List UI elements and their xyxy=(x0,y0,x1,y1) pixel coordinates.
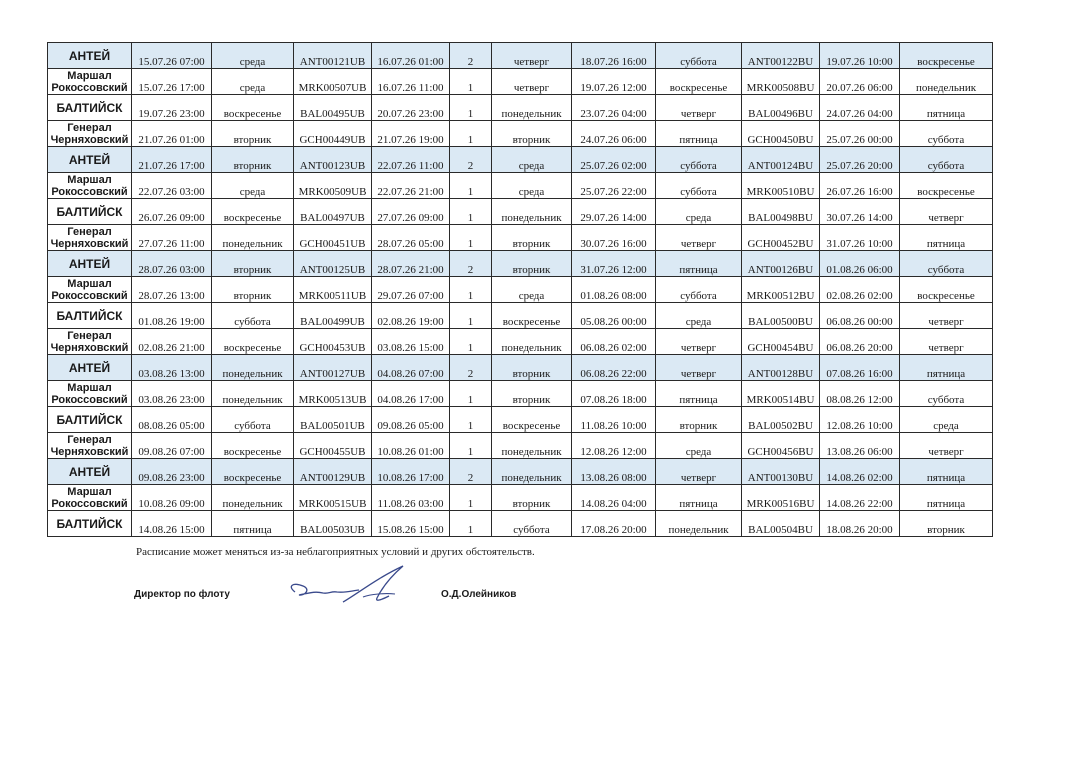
arrival-day-cell: воскресенье xyxy=(492,303,572,329)
arrival-day-cell: вторник xyxy=(492,121,572,147)
voyage-back-cell: MRK00510BU xyxy=(742,173,820,199)
ship-name-cell: Маршал Рокоссовский xyxy=(48,485,132,511)
departure-day-cell: среда xyxy=(212,173,294,199)
return-arrival-day-cell: суббота xyxy=(900,147,993,173)
return-departure-time-cell: 01.08.26 08:00 xyxy=(572,277,656,303)
return-arrival-day-cell: четверг xyxy=(900,199,993,225)
voyage-back-cell: MRK00516BU xyxy=(742,485,820,511)
departure-day-cell: суббота xyxy=(212,407,294,433)
return-departure-day-cell: суббота xyxy=(656,43,742,69)
signatory-name: О.Д.Олейников xyxy=(441,589,517,600)
voyage-out-cell: ANT00129UB xyxy=(294,459,372,485)
departure-time-cell: 21.07.26 17:00 xyxy=(132,147,212,173)
return-arrival-time-cell: 31.07.26 10:00 xyxy=(820,225,900,251)
table-row xyxy=(48,381,993,407)
arrival-time-cell: 09.08.26 05:00 xyxy=(372,407,450,433)
voyage-out-cell: ANT00127UB xyxy=(294,355,372,381)
table-row xyxy=(48,43,993,69)
arrival-time-cell: 16.07.26 01:00 xyxy=(372,43,450,69)
table-row xyxy=(48,329,993,355)
return-departure-time-cell: 25.07.26 22:00 xyxy=(572,173,656,199)
ship-name-cell: АНТЕЙ xyxy=(48,251,132,277)
table-row xyxy=(48,173,993,199)
departure-time-cell: 09.08.26 07:00 xyxy=(132,433,212,459)
voyage-back-cell: MRK00508BU xyxy=(742,69,820,95)
departure-day-cell: воскресенье xyxy=(212,433,294,459)
return-departure-day-cell: пятница xyxy=(656,121,742,147)
departure-time-cell: 02.08.26 21:00 xyxy=(132,329,212,355)
table-row xyxy=(48,459,993,485)
voyage-back-cell: GCH00456BU xyxy=(742,433,820,459)
return-departure-day-cell: воскресенье xyxy=(656,69,742,95)
berth-cell: 1 xyxy=(450,303,492,329)
arrival-day-cell: вторник xyxy=(492,485,572,511)
voyage-out-cell: GCH00449UB xyxy=(294,121,372,147)
return-arrival-time-cell: 25.07.26 00:00 xyxy=(820,121,900,147)
return-departure-time-cell: 13.08.26 08:00 xyxy=(572,459,656,485)
ship-name-cell: БАЛТИЙСК xyxy=(48,303,132,329)
ship-name-cell: Маршал Рокоссовский xyxy=(48,69,132,95)
voyage-out-cell: GCH00451UB xyxy=(294,225,372,251)
return-departure-day-cell: среда xyxy=(656,199,742,225)
return-arrival-day-cell: четверг xyxy=(900,303,993,329)
departure-day-cell: понедельник xyxy=(212,355,294,381)
departure-day-cell: суббота xyxy=(212,303,294,329)
berth-cell: 1 xyxy=(450,433,492,459)
departure-time-cell: 26.07.26 09:00 xyxy=(132,199,212,225)
return-arrival-time-cell: 01.08.26 06:00 xyxy=(820,251,900,277)
schedule-note: Расписание может меняться из-за неблагоприятных условий и других обстоятельств. xyxy=(136,546,535,558)
table-row xyxy=(48,407,993,433)
departure-day-cell: понедельник xyxy=(212,485,294,511)
voyage-out-cell: MRK00515UB xyxy=(294,485,372,511)
return-arrival-day-cell: пятница xyxy=(900,485,993,511)
departure-time-cell: 15.07.26 07:00 xyxy=(132,43,212,69)
departure-time-cell: 15.07.26 17:00 xyxy=(132,69,212,95)
voyage-out-cell: BAL00503UB xyxy=(294,511,372,537)
return-departure-day-cell: суббота xyxy=(656,147,742,173)
departure-time-cell: 28.07.26 03:00 xyxy=(132,251,212,277)
berth-cell: 1 xyxy=(450,511,492,537)
return-arrival-day-cell: вторник xyxy=(900,511,993,537)
voyage-out-cell: GCH00455UB xyxy=(294,433,372,459)
return-departure-day-cell: среда xyxy=(656,303,742,329)
departure-day-cell: понедельник xyxy=(212,225,294,251)
arrival-day-cell: понедельник xyxy=(492,459,572,485)
arrival-day-cell: понедельник xyxy=(492,95,572,121)
departure-time-cell: 28.07.26 13:00 xyxy=(132,277,212,303)
voyage-out-cell: GCH00453UB xyxy=(294,329,372,355)
voyage-out-cell: BAL00501UB xyxy=(294,407,372,433)
departure-time-cell: 22.07.26 03:00 xyxy=(132,173,212,199)
arrival-day-cell: понедельник xyxy=(492,329,572,355)
return-arrival-day-cell: суббота xyxy=(900,251,993,277)
voyage-back-cell: BAL00504BU xyxy=(742,511,820,537)
departure-day-cell: воскресенье xyxy=(212,95,294,121)
table-row xyxy=(48,277,993,303)
arrival-time-cell: 03.08.26 15:00 xyxy=(372,329,450,355)
departure-day-cell: вторник xyxy=(212,277,294,303)
return-departure-time-cell: 06.08.26 22:00 xyxy=(572,355,656,381)
return-arrival-time-cell: 19.07.26 10:00 xyxy=(820,43,900,69)
voyage-out-cell: MRK00511UB xyxy=(294,277,372,303)
return-departure-day-cell: четверг xyxy=(656,459,742,485)
return-arrival-day-cell: понедельник xyxy=(900,69,993,95)
return-arrival-time-cell: 14.08.26 02:00 xyxy=(820,459,900,485)
arrival-time-cell: 20.07.26 23:00 xyxy=(372,95,450,121)
arrival-time-cell: 21.07.26 19:00 xyxy=(372,121,450,147)
berth-cell: 1 xyxy=(450,381,492,407)
voyage-back-cell: BAL00502BU xyxy=(742,407,820,433)
table-row xyxy=(48,485,993,511)
return-arrival-day-cell: пятница xyxy=(900,95,993,121)
departure-day-cell: понедельник xyxy=(212,381,294,407)
return-arrival-time-cell: 14.08.26 22:00 xyxy=(820,485,900,511)
return-departure-day-cell: вторник xyxy=(656,407,742,433)
departure-time-cell: 03.08.26 13:00 xyxy=(132,355,212,381)
return-arrival-time-cell: 12.08.26 10:00 xyxy=(820,407,900,433)
ship-name-cell: Маршал Рокоссовский xyxy=(48,173,132,199)
return-arrival-time-cell: 08.08.26 12:00 xyxy=(820,381,900,407)
ship-name-cell: БАЛТИЙСК xyxy=(48,511,132,537)
table-row xyxy=(48,433,993,459)
return-arrival-day-cell: воскресенье xyxy=(900,173,993,199)
arrival-day-cell: четверг xyxy=(492,69,572,95)
return-departure-time-cell: 18.07.26 16:00 xyxy=(572,43,656,69)
departure-day-cell: воскресенье xyxy=(212,459,294,485)
departure-day-cell: среда xyxy=(212,69,294,95)
arrival-time-cell: 22.07.26 21:00 xyxy=(372,173,450,199)
voyage-out-cell: ANT00121UB xyxy=(294,43,372,69)
voyage-back-cell: BAL00498BU xyxy=(742,199,820,225)
voyage-back-cell: GCH00454BU xyxy=(742,329,820,355)
voyage-out-cell: ANT00123UB xyxy=(294,147,372,173)
ship-name-cell: АНТЕЙ xyxy=(48,43,132,69)
berth-cell: 1 xyxy=(450,95,492,121)
ship-name-cell: АНТЕЙ xyxy=(48,355,132,381)
arrival-time-cell: 10.08.26 17:00 xyxy=(372,459,450,485)
departure-time-cell: 10.08.26 09:00 xyxy=(132,485,212,511)
voyage-out-cell: BAL00499UB xyxy=(294,303,372,329)
ship-name-cell: Генерал Черняховский xyxy=(48,121,132,147)
berth-cell: 1 xyxy=(450,173,492,199)
return-arrival-day-cell: воскресенье xyxy=(900,277,993,303)
berth-cell: 1 xyxy=(450,69,492,95)
departure-day-cell: пятница xyxy=(212,511,294,537)
return-arrival-time-cell: 02.08.26 02:00 xyxy=(820,277,900,303)
arrival-time-cell: 04.08.26 17:00 xyxy=(372,381,450,407)
voyage-out-cell: ANT00125UB xyxy=(294,251,372,277)
departure-time-cell: 14.08.26 15:00 xyxy=(132,511,212,537)
voyage-out-cell: MRK00507UB xyxy=(294,69,372,95)
arrival-time-cell: 10.08.26 01:00 xyxy=(372,433,450,459)
return-departure-time-cell: 23.07.26 04:00 xyxy=(572,95,656,121)
arrival-time-cell: 22.07.26 11:00 xyxy=(372,147,450,173)
departure-time-cell: 21.07.26 01:00 xyxy=(132,121,212,147)
table-row xyxy=(48,355,993,381)
departure-time-cell: 03.08.26 23:00 xyxy=(132,381,212,407)
return-arrival-day-cell: четверг xyxy=(900,329,993,355)
ship-name-cell: Маршал Рокоссовский xyxy=(48,277,132,303)
arrival-time-cell: 29.07.26 07:00 xyxy=(372,277,450,303)
departure-day-cell: воскресенье xyxy=(212,329,294,355)
return-arrival-time-cell: 24.07.26 04:00 xyxy=(820,95,900,121)
arrival-day-cell: вторник xyxy=(492,225,572,251)
return-departure-day-cell: понедельник xyxy=(656,511,742,537)
return-departure-time-cell: 07.08.26 18:00 xyxy=(572,381,656,407)
voyage-out-cell: BAL00495UB xyxy=(294,95,372,121)
return-arrival-day-cell: суббота xyxy=(900,381,993,407)
arrival-day-cell: суббота xyxy=(492,511,572,537)
return-departure-time-cell: 31.07.26 12:00 xyxy=(572,251,656,277)
voyage-out-cell: MRK00509UB xyxy=(294,173,372,199)
voyage-back-cell: MRK00512BU xyxy=(742,277,820,303)
voyage-back-cell: ANT00124BU xyxy=(742,147,820,173)
departure-day-cell: среда xyxy=(212,43,294,69)
return-arrival-day-cell: суббота xyxy=(900,121,993,147)
arrival-day-cell: понедельник xyxy=(492,433,572,459)
ship-name-cell: БАЛТИЙСК xyxy=(48,407,132,433)
return-departure-day-cell: четверг xyxy=(656,225,742,251)
arrival-time-cell: 27.07.26 09:00 xyxy=(372,199,450,225)
departure-day-cell: вторник xyxy=(212,251,294,277)
return-departure-time-cell: 17.08.26 20:00 xyxy=(572,511,656,537)
table-row xyxy=(48,303,993,329)
arrival-time-cell: 02.08.26 19:00 xyxy=(372,303,450,329)
table-row xyxy=(48,225,993,251)
return-arrival-time-cell: 30.07.26 14:00 xyxy=(820,199,900,225)
arrival-time-cell: 16.07.26 11:00 xyxy=(372,69,450,95)
voyage-back-cell: ANT00126BU xyxy=(742,251,820,277)
ship-name-cell: Генерал Черняховский xyxy=(48,225,132,251)
return-departure-time-cell: 24.07.26 06:00 xyxy=(572,121,656,147)
ship-name-cell: Генерал Черняховский xyxy=(48,433,132,459)
departure-day-cell: воскресенье xyxy=(212,199,294,225)
return-departure-time-cell: 14.08.26 04:00 xyxy=(572,485,656,511)
voyage-back-cell: MRK00514BU xyxy=(742,381,820,407)
departure-time-cell: 09.08.26 23:00 xyxy=(132,459,212,485)
berth-cell: 1 xyxy=(450,225,492,251)
voyage-back-cell: ANT00130BU xyxy=(742,459,820,485)
ship-name-cell: АНТЕЙ xyxy=(48,147,132,173)
ship-name-cell: АНТЕЙ xyxy=(48,459,132,485)
arrival-time-cell: 15.08.26 15:00 xyxy=(372,511,450,537)
return-departure-day-cell: пятница xyxy=(656,251,742,277)
return-departure-time-cell: 19.07.26 12:00 xyxy=(572,69,656,95)
arrival-day-cell: среда xyxy=(492,277,572,303)
departure-time-cell: 08.08.26 05:00 xyxy=(132,407,212,433)
arrival-day-cell: вторник xyxy=(492,381,572,407)
table-row xyxy=(48,199,993,225)
berth-cell: 1 xyxy=(450,199,492,225)
voyage-back-cell: GCH00450BU xyxy=(742,121,820,147)
return-arrival-day-cell: среда xyxy=(900,407,993,433)
return-arrival-day-cell: четверг xyxy=(900,433,993,459)
return-arrival-day-cell: пятница xyxy=(900,459,993,485)
ship-name-cell: БАЛТИЙСК xyxy=(48,95,132,121)
return-departure-day-cell: четверг xyxy=(656,95,742,121)
return-departure-day-cell: пятница xyxy=(656,485,742,511)
departure-day-cell: вторник xyxy=(212,147,294,173)
return-departure-time-cell: 05.08.26 00:00 xyxy=(572,303,656,329)
arrival-time-cell: 04.08.26 07:00 xyxy=(372,355,450,381)
return-arrival-time-cell: 25.07.26 20:00 xyxy=(820,147,900,173)
return-arrival-time-cell: 06.08.26 00:00 xyxy=(820,303,900,329)
return-departure-time-cell: 06.08.26 02:00 xyxy=(572,329,656,355)
table-row xyxy=(48,69,993,95)
handwritten-signature xyxy=(285,560,425,610)
arrival-day-cell: четверг xyxy=(492,43,572,69)
arrival-day-cell: вторник xyxy=(492,355,572,381)
berth-cell: 2 xyxy=(450,147,492,173)
return-departure-day-cell: суббота xyxy=(656,173,742,199)
voyage-back-cell: ANT00128BU xyxy=(742,355,820,381)
arrival-day-cell: воскресенье xyxy=(492,407,572,433)
voyage-back-cell: BAL00496BU xyxy=(742,95,820,121)
return-departure-day-cell: среда xyxy=(656,433,742,459)
arrival-time-cell: 28.07.26 21:00 xyxy=(372,251,450,277)
ship-name-cell: Маршал Рокоссовский xyxy=(48,381,132,407)
berth-cell: 1 xyxy=(450,329,492,355)
return-departure-day-cell: пятница xyxy=(656,381,742,407)
return-arrival-time-cell: 26.07.26 16:00 xyxy=(820,173,900,199)
return-departure-time-cell: 12.08.26 12:00 xyxy=(572,433,656,459)
ship-name-cell: Генерал Черняховский xyxy=(48,329,132,355)
departure-time-cell: 27.07.26 11:00 xyxy=(132,225,212,251)
return-departure-time-cell: 11.08.26 10:00 xyxy=(572,407,656,433)
return-arrival-time-cell: 07.08.26 16:00 xyxy=(820,355,900,381)
voyage-back-cell: GCH00452BU xyxy=(742,225,820,251)
berth-cell: 2 xyxy=(450,43,492,69)
schedule-table xyxy=(47,42,993,537)
berth-cell: 1 xyxy=(450,407,492,433)
return-arrival-time-cell: 18.08.26 20:00 xyxy=(820,511,900,537)
return-arrival-time-cell: 06.08.26 20:00 xyxy=(820,329,900,355)
arrival-time-cell: 28.07.26 05:00 xyxy=(372,225,450,251)
voyage-out-cell: BAL00497UB xyxy=(294,199,372,225)
return-departure-time-cell: 30.07.26 16:00 xyxy=(572,225,656,251)
arrival-day-cell: понедельник xyxy=(492,199,572,225)
table-row xyxy=(48,511,993,537)
voyage-back-cell: ANT00122BU xyxy=(742,43,820,69)
table-row xyxy=(48,147,993,173)
return-arrival-time-cell: 20.07.26 06:00 xyxy=(820,69,900,95)
departure-day-cell: вторник xyxy=(212,121,294,147)
return-departure-day-cell: суббота xyxy=(656,277,742,303)
return-arrival-time-cell: 13.08.26 06:00 xyxy=(820,433,900,459)
arrival-time-cell: 11.08.26 03:00 xyxy=(372,485,450,511)
berth-cell: 1 xyxy=(450,485,492,511)
departure-time-cell: 19.07.26 23:00 xyxy=(132,95,212,121)
arrival-day-cell: вторник xyxy=(492,251,572,277)
return-arrival-day-cell: пятница xyxy=(900,225,993,251)
departure-time-cell: 01.08.26 19:00 xyxy=(132,303,212,329)
arrival-day-cell: среда xyxy=(492,147,572,173)
arrival-day-cell: среда xyxy=(492,173,572,199)
schedule-body xyxy=(48,43,993,537)
table-row xyxy=(48,121,993,147)
table-row xyxy=(48,251,993,277)
table-row xyxy=(48,95,993,121)
return-arrival-day-cell: воскресенье xyxy=(900,43,993,69)
return-arrival-day-cell: пятница xyxy=(900,355,993,381)
return-departure-day-cell: четверг xyxy=(656,329,742,355)
ship-name-cell: БАЛТИЙСК xyxy=(48,199,132,225)
berth-cell: 1 xyxy=(450,121,492,147)
return-departure-time-cell: 25.07.26 02:00 xyxy=(572,147,656,173)
voyage-back-cell: BAL00500BU xyxy=(742,303,820,329)
berth-cell: 2 xyxy=(450,459,492,485)
voyage-out-cell: MRK00513UB xyxy=(294,381,372,407)
berth-cell: 2 xyxy=(450,355,492,381)
signatory-position: Директор по флоту xyxy=(134,589,230,600)
berth-cell: 1 xyxy=(450,277,492,303)
berth-cell: 2 xyxy=(450,251,492,277)
return-departure-day-cell: четверг xyxy=(656,355,742,381)
return-departure-time-cell: 29.07.26 14:00 xyxy=(572,199,656,225)
